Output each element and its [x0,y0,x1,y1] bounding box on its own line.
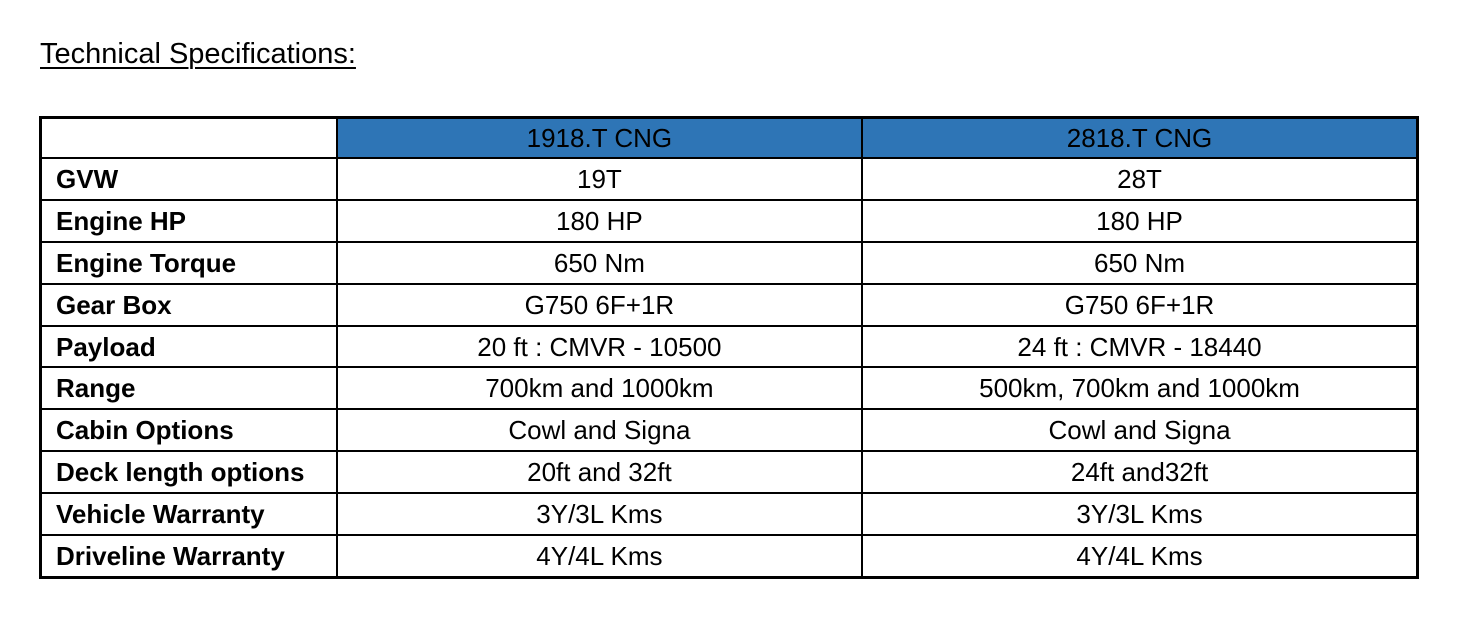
cell-value: 650 Nm [337,242,862,284]
table-row [41,367,1418,409]
page-title: Technical Specifications: [40,38,356,70]
cell-value: 20ft and 32ft [337,451,862,493]
cell-value: 700km and 1000km [337,367,862,409]
table-row [41,284,1418,326]
table-row [41,158,1418,200]
table-row [41,493,1418,535]
table-row [41,200,1418,242]
row-label: Engine Torque [41,242,337,284]
cell-value: 28T [862,158,1417,200]
row-label: Vehicle Warranty [41,493,337,535]
cell-value: G750 6F+1R [337,284,862,326]
cell-value: 500km, 700km and 1000km [862,367,1417,409]
cell-value: 24ft and32ft [862,451,1417,493]
cell-value: 20 ft : CMVR - 10500 [337,326,862,368]
cell-value: 3Y/3L Kms [862,493,1417,535]
row-label: Engine HP [41,200,337,242]
row-label: Deck length options [41,451,337,493]
row-label: Gear Box [41,284,337,326]
row-label: GVW [41,158,337,200]
cell-value: 4Y/4L Kms [337,535,862,577]
header-corner-cell [41,118,337,159]
row-label: Cabin Options [41,409,337,451]
table-row [41,242,1418,284]
cell-value: 180 HP [862,200,1417,242]
cell-value: 180 HP [337,200,862,242]
cell-value: 3Y/3L Kms [337,493,862,535]
cell-value: 19T [337,158,862,200]
spec-table [39,116,1419,579]
cell-value: G750 6F+1R [862,284,1417,326]
cell-value: 4Y/4L Kms [862,535,1417,577]
header-model-2818: 2818.T CNG [862,118,1417,159]
table-row [41,451,1418,493]
cell-value: 650 Nm [862,242,1417,284]
cell-value: Cowl and Signa [337,409,862,451]
header-model-1918: 1918.T CNG [337,118,862,159]
row-label: Payload [41,326,337,368]
table-row [41,326,1418,368]
table-row [41,409,1418,451]
table-header-row [41,118,1418,159]
row-label: Driveline Warranty [41,535,337,577]
table-row [41,535,1418,577]
cell-value: Cowl and Signa [862,409,1417,451]
cell-value: 24 ft : CMVR - 18440 [862,326,1417,368]
row-label: Range [41,367,337,409]
